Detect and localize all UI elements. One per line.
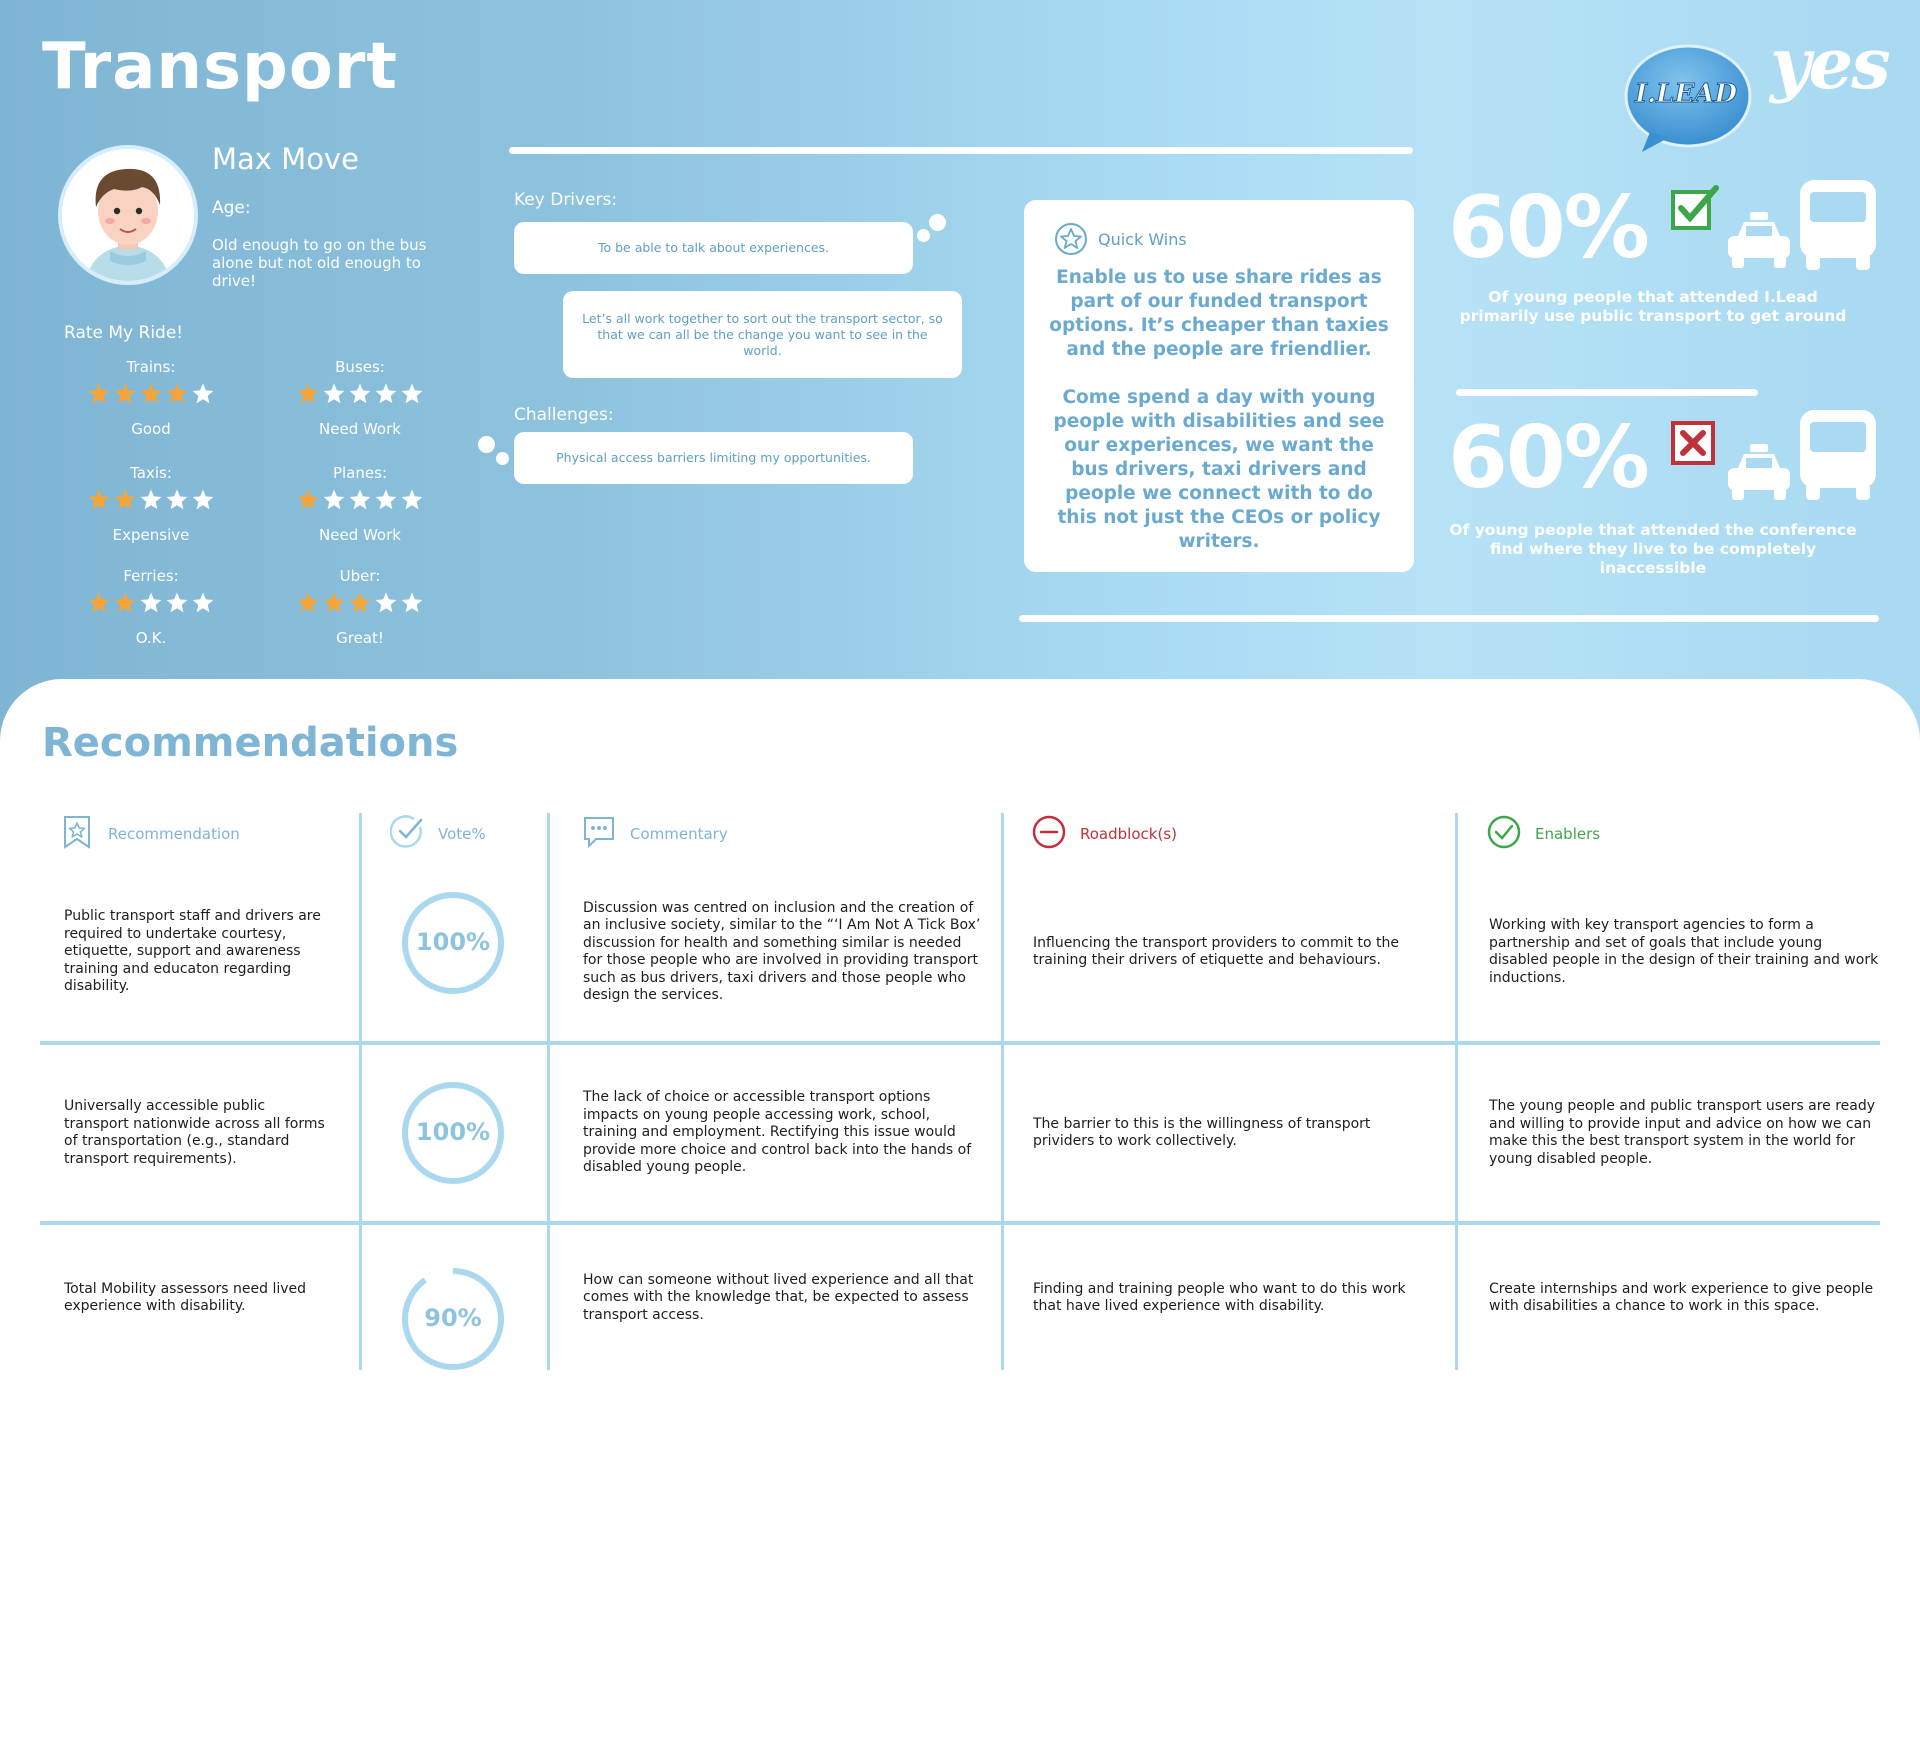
key-driver-bubble-2: Let’s all work together to sort out the transport sector, so that we can all be the change you want to see in the world. bbox=[563, 291, 962, 378]
vote-ring bbox=[400, 890, 506, 996]
column-divider bbox=[359, 813, 362, 1370]
check-circle-green-icon bbox=[1487, 815, 1521, 853]
star-filled-icon bbox=[139, 382, 163, 410]
bus-icon bbox=[1798, 408, 1878, 506]
bubble-dot bbox=[496, 452, 509, 465]
star-rating bbox=[270, 382, 450, 410]
rating-label: Ferries: bbox=[123, 567, 179, 585]
check-circle-icon bbox=[390, 815, 424, 853]
header-recommendation-label: Recommendation bbox=[108, 825, 240, 843]
challenge-bubble-1: Physical access barriers limiting my opportunities. bbox=[514, 432, 913, 484]
svg-text:I.LEAD: I.LEAD bbox=[1634, 79, 1738, 109]
taxi-icon bbox=[1726, 210, 1792, 274]
header-commentary-label: Commentary bbox=[630, 825, 728, 843]
roadblock-text: Finding and training people who want to do this work that have lived experience with disability. bbox=[1033, 1280, 1406, 1314]
stat-1-value: 60% bbox=[1448, 178, 1648, 278]
star-empty-icon bbox=[400, 591, 424, 619]
header-vote-label: Vote% bbox=[438, 825, 486, 843]
star-empty-icon bbox=[191, 488, 215, 516]
star-empty-icon bbox=[139, 488, 163, 516]
rating-verdict: Good bbox=[131, 420, 171, 438]
bubble-dot bbox=[929, 214, 946, 231]
key-drivers-label: Key Drivers: bbox=[514, 190, 618, 210]
page-title: Transport bbox=[42, 30, 398, 104]
rating-verdict: Great! bbox=[336, 629, 384, 647]
bookmark-star-icon bbox=[60, 815, 94, 853]
star-empty-icon bbox=[374, 591, 398, 619]
rating-label: Planes: bbox=[332, 464, 387, 482]
rating-label: Trains: bbox=[126, 358, 176, 376]
star-empty-icon bbox=[374, 488, 398, 516]
key-driver-bubble-1: To be able to talk about experiences. bbox=[514, 222, 913, 274]
star-filled-icon bbox=[87, 382, 111, 410]
rating-item bbox=[61, 567, 241, 647]
taxi-icon bbox=[1726, 442, 1792, 506]
star-empty-icon bbox=[191, 591, 215, 619]
star-empty-icon bbox=[348, 488, 372, 516]
rating-verdict: O.K. bbox=[135, 629, 167, 647]
row-divider bbox=[40, 1041, 1880, 1045]
checkbox-cross-icon bbox=[1670, 418, 1720, 472]
stat-2-caption: Of young people that attended the conference find where they live to be completely inaccessible bbox=[1449, 521, 1857, 577]
header-commentary bbox=[582, 812, 728, 856]
roadblock-text: Influencing the transport providers to commit to the training their drivers of etiquette and behaviours. bbox=[1033, 934, 1399, 968]
star-filled-icon bbox=[322, 591, 346, 619]
checkbox-tick-icon bbox=[1670, 184, 1720, 238]
star-rating bbox=[270, 488, 450, 516]
star-empty-icon bbox=[165, 488, 189, 516]
row-divider bbox=[40, 1221, 1880, 1225]
vote-ring bbox=[400, 1080, 506, 1186]
star-empty-icon bbox=[191, 382, 215, 410]
enabler-text: Working with key transport agencies to form a partnership and set of goals that include young disabled people in the design of their training and work inductions. bbox=[1489, 917, 1879, 986]
star-filled-icon bbox=[113, 382, 137, 410]
header-roadblocks-label: Roadblock(s) bbox=[1080, 825, 1177, 843]
star-empty-icon bbox=[322, 488, 346, 516]
star-empty-icon bbox=[322, 382, 346, 410]
quick-wins-card bbox=[1024, 200, 1414, 572]
recommendations-title: Recommendations bbox=[42, 720, 459, 766]
avatar bbox=[58, 145, 198, 285]
persona-name: Max Move bbox=[212, 142, 359, 176]
age-label: Age: bbox=[212, 198, 251, 218]
star-badge-icon bbox=[1054, 222, 1088, 256]
star-filled-icon bbox=[87, 591, 111, 619]
star-rating bbox=[61, 591, 241, 619]
star-empty-icon bbox=[348, 382, 372, 410]
column-divider bbox=[547, 813, 550, 1370]
rating-item bbox=[270, 567, 450, 647]
minus-circle-icon bbox=[1032, 815, 1066, 853]
star-empty-icon bbox=[374, 382, 398, 410]
stat-1-caption: Of young people that attended I.Lead primarily use public transport to get around bbox=[1459, 288, 1847, 325]
recommendation-text: Universally accessible public transport nationwide across all forms of transportation (e.g., standard transport requirements). bbox=[64, 1098, 325, 1167]
stats-divider bbox=[1456, 389, 1758, 396]
star-filled-icon bbox=[113, 488, 137, 516]
bubble-dot bbox=[917, 229, 930, 242]
quick-wins-title: Quick Wins bbox=[1098, 230, 1187, 249]
star-filled-icon bbox=[296, 591, 320, 619]
star-empty-icon bbox=[165, 591, 189, 619]
header-recommendation bbox=[60, 812, 240, 856]
star-filled-icon bbox=[296, 488, 320, 516]
star-filled-icon bbox=[348, 591, 372, 619]
vote-percentage: 100% bbox=[415, 1118, 491, 1146]
yes-logo: yes bbox=[1770, 22, 1889, 105]
ilead-logo bbox=[1620, 40, 1752, 158]
header-roadblocks bbox=[1032, 812, 1177, 856]
challenges-label: Challenges: bbox=[514, 405, 614, 425]
enabler-text: Create internships and work experience to give people with disabilities a chance to work in this space. bbox=[1489, 1280, 1874, 1314]
rating-item bbox=[61, 464, 241, 544]
quick-win-1: Enable us to use share rides as part of our funded transport options. It’s cheaper than taxies and the people are friendlier. bbox=[1049, 267, 1389, 360]
rating-verdict: Need Work bbox=[319, 526, 401, 544]
column-divider bbox=[1001, 813, 1004, 1370]
enabler-text: The young people and public transport users are ready and willing to provide input and advice on how we can make this the best transport system in the world for young disabled people. bbox=[1489, 1098, 1876, 1167]
commentary-text: How can someone without lived experience and all that comes with the knowledge that, be expected to assess transport access. bbox=[583, 1271, 974, 1323]
vote-ring bbox=[400, 1266, 506, 1372]
rating-item bbox=[61, 358, 241, 438]
rating-label: Buses: bbox=[335, 358, 385, 376]
rating-verdict: Expensive bbox=[112, 526, 190, 544]
quick-win-2: Come spend a day with young people with disabilities and see our experiences, we want the bus drivers, taxi drivers and people we connect with to do this not just the CEOs or policy writers. bbox=[1053, 387, 1385, 552]
top-divider bbox=[509, 147, 1413, 154]
star-filled-icon bbox=[296, 382, 320, 410]
vote-percentage: 100% bbox=[415, 928, 491, 956]
rating-label: Uber: bbox=[339, 567, 381, 585]
star-rating bbox=[61, 488, 241, 516]
rating-label: Taxis: bbox=[130, 464, 172, 482]
bubble-dot bbox=[478, 436, 495, 453]
header-enablers bbox=[1487, 812, 1600, 856]
star-empty-icon bbox=[400, 488, 424, 516]
rating-verdict: Need Work bbox=[319, 420, 401, 438]
star-filled-icon bbox=[87, 488, 111, 516]
header-vote bbox=[390, 812, 486, 856]
column-divider bbox=[1455, 813, 1458, 1370]
speech-bubble-icon bbox=[582, 815, 616, 853]
roadblock-text: The barrier to this is the willingness of transport prividers to work collectively. bbox=[1033, 1115, 1371, 1149]
bottom-divider bbox=[1019, 615, 1879, 622]
star-rating bbox=[270, 591, 450, 619]
vote-percentage: 90% bbox=[424, 1304, 482, 1332]
rating-item bbox=[270, 358, 450, 438]
star-empty-icon bbox=[139, 591, 163, 619]
age-value: Old enough to go on the bus alone but not old enough to drive! bbox=[212, 236, 427, 290]
star-filled-icon bbox=[113, 591, 137, 619]
stat-2-value: 60% bbox=[1448, 408, 1648, 508]
rate-my-ride-title: Rate My Ride! bbox=[64, 323, 184, 343]
bus-icon bbox=[1798, 178, 1878, 276]
star-filled-icon bbox=[165, 382, 189, 410]
commentary-text: Discussion was centred on inclusion and the creation of an inclusive society, similar to the “‘I Am Not A Tick Box’ discussion for health and something similar is needed for those people who are involved in providing transport such as bus drivers, taxi drivers and those people who design the services. bbox=[583, 899, 981, 1003]
recommendation-text: Public transport staff and drivers are required to undertake courtesy, etiquette, support and awareness training and educaton regarding disability. bbox=[64, 908, 321, 995]
recommendation-text: Total Mobility assessors need lived experience with disability. bbox=[64, 1280, 307, 1314]
commentary-text: The lack of choice or accessible transport options impacts on young people accessing work, school, training and employment. Rectifying this issue would provide more choice and control back into the hands of disabled young people. bbox=[583, 1089, 972, 1176]
header-enablers-label: Enablers bbox=[1535, 825, 1601, 843]
star-empty-icon bbox=[400, 382, 424, 410]
star-rating bbox=[61, 382, 241, 410]
rating-item bbox=[270, 464, 450, 544]
